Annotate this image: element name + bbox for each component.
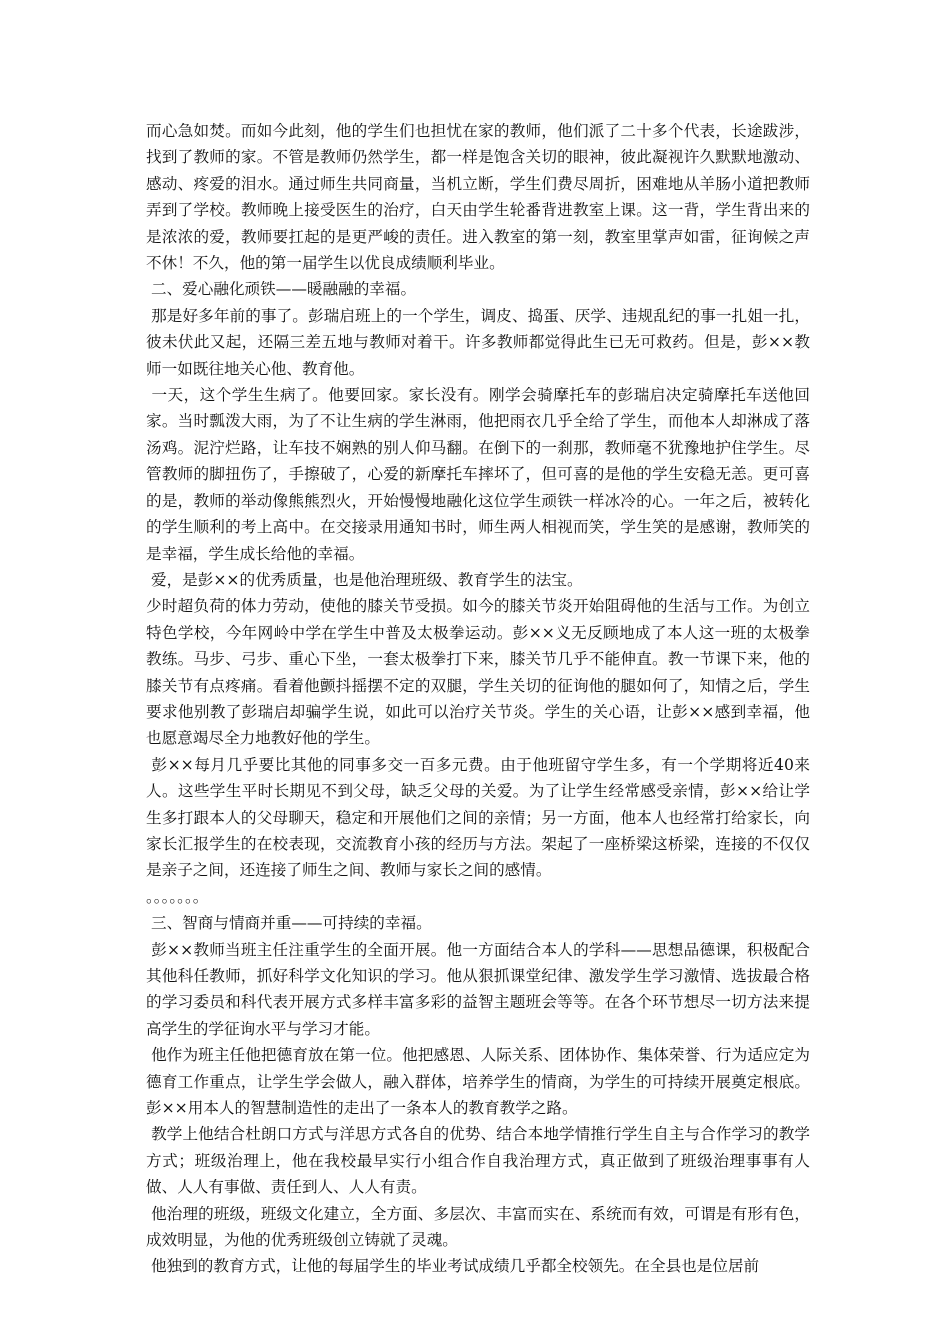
- paragraph-10: 他治理的班级，班级文化建立，全方面、多层次、丰富而实在、系统而有效，可谓是有形有色，成效明显，为他的优秀班级创立铸就了灵魂。: [146, 1204, 810, 1250]
- paragraph-5: 少时超负荷的体力劳动，使他的膝关节受损。如今的膝关节炎开始阻碍他的生活与工作。为创立特色学校，今年网岭中学在学生中普及太极拳运动。彭××义无反顾地成了本人这一班的太极拳教练。马步、弓步、重心下坐，一套太极拳打下来，膝关节几乎不能伸直。教一节课下来，他的膝关节有点疼痛。看着他颤抖摇摆不定的双腿，学生关切的征询他的腿如何了，知情之后，学生要求他别教了彭瑞启却骗学生说，如此可以治疗关节炎。学生的关心语，让彭××感到幸福，他也愿意竭尽全力地教好他的学生。: [146, 597, 810, 748]
- section-heading-3: 三、智商与情商并重——可持续的幸福。: [146, 914, 432, 933]
- document-body: [146, 118, 810, 1280]
- paragraph-2: 那是好多年前的事了。彭瑞启班上的一个学生，调皮、捣蛋、厌学、违规乱纪的事一扎姐一扎，彼未伏此又起，还隔三差五地与教师对着干。许多教师都觉得此生已无可救药。但是，彭××教师一如既往地关心他、教育他。: [146, 306, 810, 378]
- paragraph-7: 彭××教师当班主任注重学生的全面开展。他一方面结合本人的学科——思想品德课，积极配合其他科任教师，抓好科学文化知识的学习。他从狠抓课堂纪律、激发学生学习激情、选拔最合格的学习委员和科代表开展方式多样丰富多彩的益智主题班会等等。在各个环节想尽一切方法来提高学生的学征询水平与学习才能。: [146, 940, 810, 1038]
- section-heading-2: 二、爱心融化顽铁——暖融融的幸福。: [146, 280, 417, 299]
- paragraph-4: 爱，是彭××的优秀质量，也是他治理班级、教育学生的法宝。: [146, 570, 583, 589]
- paragraph-6: 彭××每月几乎要比其他的同事多交一百多元费。由于他班留守学生多，有一个学期将近40来人。这些学生平时长期见不到父母，缺乏父母的关爱。为了让学生经常感受亲情，彭××给让学生多打跟本人的父母聊天，稳定和开展他们之间的亲情；另一方面，他本人也经常打给家长，向家长汇报学生的在校表现，交流教育小孩的经历与方法。架起了一座桥梁这桥梁，连接的不仅仅是亲子之间，还连接了师生之间、教师与家长之间的感情。: [146, 755, 810, 880]
- paragraph-11: 他独到的教育方式，让他的每届学生的毕业考试成绩几乎都全校领先。在全县也是位居前: [146, 1257, 760, 1276]
- paragraph-8: 他作为班主任他把德育放在第一位。他把感恩、人际关系、团体协作、集体荣誉、行为适应定为德育工作重点，让学生学会做人，融入群体，培养学生的情商，为学生的可持续开展奠定根底。彭××用本人的智慧制造性的走出了一条本人的教育教学之路。: [146, 1046, 810, 1118]
- paragraph-3: 一天，这个学生生病了。他要回家。家长没有。刚学会骑摩托车的彭瑞启决定骑摩托车送他回家。当时瓢泼大雨，为了不让生病的学生淋雨，他把雨衣几乎全给了学生，而他本人却淋成了落汤鸡。泥泞烂路，让车技不娴熟的别人仰马翻。在倒下的一刹那，教师毫不犹豫地护住学生。尽管教师的脚扭伤了，手擦破了，心爱的新摩托车摔坏了，但可喜的是他的学生安稳无恙。更可喜的是，教师的举动像熊熊烈火，开始慢慢地融化这位学生顽铁一样冰冷的心。一年之后，被转化的学生顺利的考上高中。在交接录用通知书时，师生两人相视而笑，学生笑的是感谢，教师笑的是幸福，学生成长给他的幸福。: [146, 386, 810, 563]
- paragraph-1: 而心急如焚。而如今此刻，他的学生们也担忧在家的教师，他们派了二十多个代表，长途跋涉，找到了教师的家。不管是教师仍然学生，都一样是饱含关切的眼神，彼此凝视许久默默地激动、感动、疼爱的泪水。通过师生共同商量，当机立断，学生们费尽周折，困难地从羊肠小道把教师弄到了学校。教师晚上接受医生的治疗，白天由学生轮番背进教室上课。这一背，学生背出来的是浓浓的爱，教师要扛起的是更严峻的责任。进入教室的第一刻，教室里掌声如雷，征询候之声不休！不久，他的第一届学生以优良成绩顺利毕业。: [146, 122, 810, 273]
- paragraph-9: 教学上他结合杜朗口方式与洋思方式各自的优势、结合本地学情推行学生自主与合作学习的教学方式；班级治理上，他在我校最早实行小组合作自我治理方式，真正做到了班级治理事事有人做、人人有事做、责任到人、人人有责。: [146, 1125, 810, 1197]
- ellipsis-line: 。。。。。。。: [146, 887, 209, 906]
